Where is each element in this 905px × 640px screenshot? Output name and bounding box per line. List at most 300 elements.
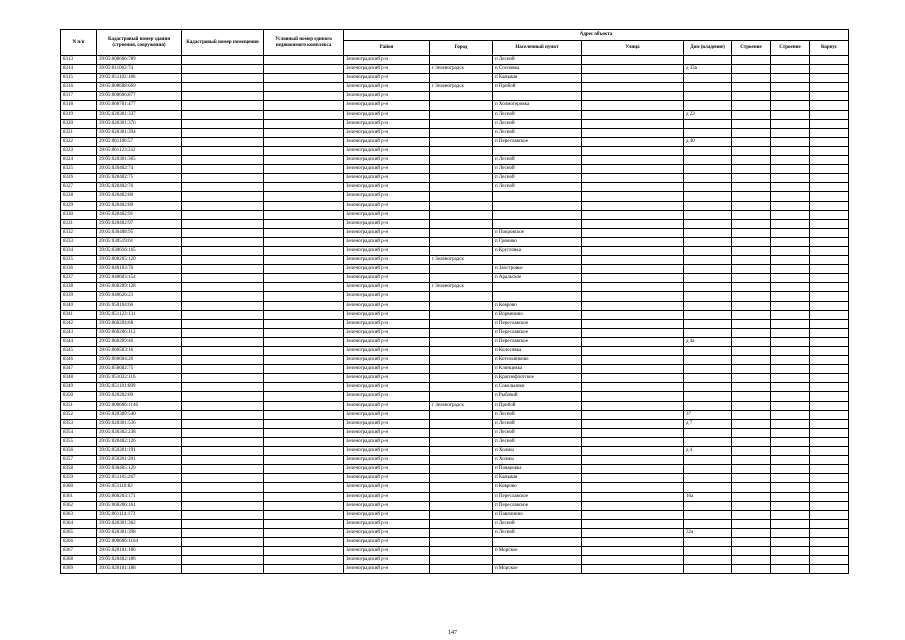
cell-block (810, 237, 849, 246)
cell-city (430, 483, 493, 492)
cell-building (732, 419, 771, 428)
cell-district: Зеленоградский р-н (344, 110, 430, 119)
cell-district: Зеленоградский р-н (344, 356, 430, 365)
cell-cond-number (264, 283, 344, 292)
cell-num: 8344 (61, 337, 97, 346)
cell-building (732, 56, 771, 65)
cell-building (732, 365, 771, 374)
cell-num: 8366 (61, 537, 97, 546)
cell-cad-building: 39:05:060204:68 (97, 319, 182, 328)
cell-city (430, 392, 493, 401)
cell-cad-room (182, 328, 264, 337)
cell-cond-number (264, 437, 344, 446)
cell-street (582, 165, 684, 174)
table-row (61, 156, 849, 165)
cell-cond-number (264, 365, 344, 374)
cell-settlement: п Павлинино (493, 510, 582, 519)
cell-street (582, 183, 684, 192)
cell-num: 8334 (61, 246, 97, 255)
table-row (61, 210, 849, 219)
cell-cad-room (182, 128, 264, 137)
cell-cad-building: 39:05:020301:536 (97, 419, 182, 428)
cell-building (732, 283, 771, 292)
cell-district: Зеленоградский р-н (344, 265, 430, 274)
cell-street (582, 201, 684, 210)
cell-street (582, 292, 684, 301)
cell-city (430, 319, 493, 328)
cell-city (430, 428, 493, 437)
cell-settlement: п Холмы (493, 456, 582, 465)
cell-cad-building: 39:05:020402:126 (97, 437, 182, 446)
cell-cond-number (264, 192, 344, 201)
cell-structure (771, 528, 810, 537)
cell-settlement: п Лесной (493, 128, 582, 137)
table-row (61, 174, 849, 183)
cell-num: 8357 (61, 456, 97, 465)
cell-house (684, 556, 732, 565)
cell-block (810, 246, 849, 255)
cell-district: Зеленоградский р-н (344, 383, 430, 392)
table-row (61, 483, 849, 492)
table-row (61, 356, 849, 365)
cell-cad-building: 39:05:051123:131 (97, 310, 182, 319)
cell-settlement: п Аральское (493, 274, 582, 283)
cell-city (430, 383, 493, 392)
cell-cond-number (264, 165, 344, 174)
cell-structure (771, 274, 810, 283)
cell-building (732, 401, 771, 410)
cell-house: д 7 (684, 419, 732, 428)
cell-block (810, 428, 849, 437)
cell-settlement: п Лесной (493, 428, 582, 437)
table-row (61, 128, 849, 137)
cell-district: Зеленоградский р-н (344, 510, 430, 519)
cell-cad-building: 39:05:030616:165 (97, 246, 182, 255)
cell-building (732, 528, 771, 537)
cell-cad-room (182, 201, 264, 210)
cell-cad-room (182, 447, 264, 456)
cell-cad-room (182, 110, 264, 119)
cell-street (582, 128, 684, 137)
cell-cond-number (264, 428, 344, 437)
cell-building (732, 510, 771, 519)
cell-house (684, 292, 732, 301)
cell-street (582, 356, 684, 365)
cell-num: 8368 (61, 556, 97, 565)
cell-cond-number (264, 483, 344, 492)
cell-settlement (493, 556, 582, 565)
cell-cond-number (264, 83, 344, 92)
cell-cad-room (182, 565, 264, 574)
cell-district: Зеленоградский р-н (344, 237, 430, 246)
cell-cad-building: 39:05:051110:82 (97, 483, 182, 492)
cell-num: 8356 (61, 447, 97, 456)
cell-district: Зеленоградский р-н (344, 501, 430, 510)
cell-cad-building: 39:05:011002:74 (97, 65, 182, 74)
cell-settlement: п Котельниково (493, 356, 582, 365)
cell-street (582, 347, 684, 356)
cell-cond-number (264, 265, 344, 274)
cell-street (582, 374, 684, 383)
cell-cad-room (182, 256, 264, 265)
cell-cad-room (182, 519, 264, 528)
cell-building (732, 428, 771, 437)
cell-cond-number (264, 465, 344, 474)
table-row (61, 374, 849, 383)
table-row (61, 74, 849, 83)
cell-settlement: п Коврово (493, 301, 582, 310)
cell-settlement: п Камыши (493, 474, 582, 483)
address-col-header: Населенный пункт (493, 41, 582, 56)
cell-house (684, 92, 732, 101)
cell-building (732, 137, 771, 146)
cell-house (684, 519, 732, 528)
cell-house (684, 392, 732, 401)
cell-house (684, 456, 732, 465)
table-row (61, 92, 849, 101)
cell-cad-room (182, 65, 264, 74)
cell-structure (771, 101, 810, 110)
table-row (61, 137, 849, 146)
cell-structure (771, 146, 810, 155)
cell-district: Зеленоградский р-н (344, 474, 430, 483)
cell-settlement: п Холмогоровка (493, 101, 582, 110)
cell-house (684, 183, 732, 192)
cell-cad-room (182, 56, 264, 65)
cell-num: 8354 (61, 428, 97, 437)
cell-building (732, 537, 771, 546)
cell-settlement: п Лесной (493, 437, 582, 446)
cell-cad-room (182, 356, 264, 365)
cell-cond-number (264, 310, 344, 319)
table-row (61, 65, 849, 74)
cell-house (684, 219, 732, 228)
cell-block (810, 228, 849, 237)
cell-num: 8326 (61, 174, 97, 183)
cell-street (582, 65, 684, 74)
cell-structure (771, 65, 810, 74)
cell-cond-number (264, 556, 344, 565)
cell-cond-number (264, 419, 344, 428)
cell-structure (771, 265, 810, 274)
cell-house (684, 74, 732, 83)
cell-city (430, 437, 493, 446)
cell-cad-building: 39:05:020402:97 (97, 219, 182, 228)
cell-street (582, 501, 684, 510)
cell-cond-number (264, 501, 344, 510)
cell-cad-building: 39:05:030405:129 (97, 465, 182, 474)
cell-settlement: п Клинцовка (493, 365, 582, 374)
cell-settlement (493, 201, 582, 210)
cell-building (732, 292, 771, 301)
cell-block (810, 337, 849, 346)
cell-num: 8322 (61, 137, 97, 146)
cell-house (684, 310, 732, 319)
cell-settlement: п Переславское (493, 137, 582, 146)
cell-block (810, 210, 849, 219)
cell-cad-room (182, 492, 264, 501)
cell-cond-number (264, 65, 344, 74)
cell-cond-number (264, 356, 344, 365)
cell-cad-building: 39:05:020402:80 (97, 192, 182, 201)
cell-cad-room (182, 483, 264, 492)
table-row (61, 347, 849, 356)
cell-cond-number (264, 392, 344, 401)
cell-cad-building: 39:05:050104:66 (97, 301, 182, 310)
cell-cond-number (264, 256, 344, 265)
cell-street (582, 365, 684, 374)
table-row (61, 228, 849, 237)
cell-cond-number (264, 119, 344, 128)
table-row (61, 292, 849, 301)
cell-house (684, 283, 732, 292)
cell-city (430, 510, 493, 519)
cell-cond-number (264, 492, 344, 501)
cell-street (582, 301, 684, 310)
table-row (61, 383, 849, 392)
cell-cad-building: 39:05:051102:186 (97, 74, 182, 83)
cell-num: 8338 (61, 283, 97, 292)
cell-cad-building: 39:05:050602:75 (97, 365, 182, 374)
cell-building (732, 301, 771, 310)
cell-settlement: п Сокольники (493, 383, 582, 392)
cell-cond-number (264, 292, 344, 301)
table-row (61, 465, 849, 474)
cell-num: 8337 (61, 274, 97, 283)
cell-structure (771, 219, 810, 228)
cell-num: 8362 (61, 501, 97, 510)
cell-block (810, 347, 849, 356)
cell-city (430, 528, 493, 537)
table-row (61, 392, 849, 401)
cell-block (810, 410, 849, 419)
cell-cad-room (182, 556, 264, 565)
table-row (61, 474, 849, 483)
cell-settlement (493, 537, 582, 546)
cell-structure (771, 74, 810, 83)
cell-house (684, 174, 732, 183)
cell-num: 8341 (61, 310, 97, 319)
cell-district: Зеленоградский р-н (344, 483, 430, 492)
cell-cad-building: 39:05:020301:398 (97, 528, 182, 537)
table-row (61, 219, 849, 228)
cell-cad-building: 39:05:020402:74 (97, 165, 182, 174)
cell-cad-building: 39:05:020101:188 (97, 565, 182, 574)
cell-num: 8314 (61, 65, 97, 74)
cell-cad-building: 39:05:050201:201 (97, 456, 182, 465)
cell-block (810, 201, 849, 210)
cell-building (732, 337, 771, 346)
cell-street (582, 110, 684, 119)
cell-cad-building: 39:05:051032:116 (97, 374, 182, 383)
cell-city: г Зеленоградск (430, 65, 493, 74)
cell-street (582, 456, 684, 465)
cell-structure (771, 319, 810, 328)
cell-city: г Зеленоградск (430, 256, 493, 265)
cell-district: Зеленоградский р-н (344, 528, 430, 537)
cell-cad-building: 39:05:051101:899 (97, 383, 182, 392)
cell-structure (771, 474, 810, 483)
cell-house (684, 537, 732, 546)
cell-house (684, 465, 732, 474)
cell-structure (771, 337, 810, 346)
cell-num: 8321 (61, 128, 97, 137)
cell-block (810, 537, 849, 546)
cell-settlement: п Переславское (493, 337, 582, 346)
cell-street (582, 228, 684, 237)
cell-cad-room (182, 401, 264, 410)
table-row (61, 119, 849, 128)
address-col-header: Район (344, 41, 430, 56)
cell-cond-number (264, 374, 344, 383)
cell-street (582, 401, 684, 410)
cell-city (430, 274, 493, 283)
cell-building (732, 447, 771, 456)
cell-street (582, 528, 684, 537)
cell-street (582, 474, 684, 483)
cell-settlement: п Колосовка (493, 347, 582, 356)
cell-street (582, 392, 684, 401)
cell-cad-room (182, 119, 264, 128)
cell-district: Зеленоградский р-н (344, 283, 430, 292)
cell-street (582, 265, 684, 274)
cell-house (684, 374, 732, 383)
cell-cond-number (264, 474, 344, 483)
cell-structure (771, 283, 810, 292)
cell-city (430, 174, 493, 183)
cell-street (582, 174, 684, 183)
cell-settlement: п Лесной (493, 519, 582, 528)
cell-district: Зеленоградский р-н (344, 128, 430, 137)
cell-district: Зеленоградский р-н (344, 410, 430, 419)
cell-cad-room (182, 174, 264, 183)
cell-block (810, 156, 849, 165)
cell-house (684, 483, 732, 492)
cell-block (810, 265, 849, 274)
table-row (61, 301, 849, 310)
cell-district: Зеленоградский р-н (344, 219, 430, 228)
cell-settlement: п Морское (493, 547, 582, 556)
cell-city (430, 365, 493, 374)
cell-city (430, 410, 493, 419)
table-row (61, 192, 849, 201)
cell-num: 8335 (61, 256, 97, 265)
cell-building (732, 210, 771, 219)
cell-block (810, 92, 849, 101)
cell-cad-room (182, 210, 264, 219)
cell-cad-room (182, 465, 264, 474)
cell-city (430, 310, 493, 319)
cell-cond-number (264, 337, 344, 346)
cell-cad-room (182, 347, 264, 356)
cell-structure (771, 401, 810, 410)
cell-house (684, 165, 732, 174)
cell-district: Зеленоградский р-н (344, 337, 430, 346)
cell-building (732, 483, 771, 492)
cell-building (732, 356, 771, 365)
cell-block (810, 528, 849, 537)
cell-num: 8339 (61, 292, 97, 301)
cell-cad-building: 39:05:020402:75 (97, 174, 182, 183)
col-num-header: N п/п (61, 30, 97, 56)
cell-house (684, 383, 732, 392)
cell-cad-building: 39:05:020402:91 (97, 210, 182, 219)
cell-city (430, 219, 493, 228)
cell-structure (771, 492, 810, 501)
cell-cad-building: 39:05:060203:171 (97, 492, 182, 501)
cell-block (810, 283, 849, 292)
address-group-header: Адрес объекта (344, 30, 849, 41)
cell-cond-number (264, 219, 344, 228)
cell-num: 8319 (61, 110, 97, 119)
cell-cond-number (264, 183, 344, 192)
cell-cad-building: 39:05:060604:20 (97, 356, 182, 365)
cell-city (430, 374, 493, 383)
cell-building (732, 474, 771, 483)
cell-structure (771, 556, 810, 565)
cell-house (684, 192, 732, 201)
cell-district: Зеленоградский р-н (344, 192, 430, 201)
cell-structure (771, 510, 810, 519)
col-cad-building-header: Кадастровый номер здания (строения, сооружения) (97, 30, 182, 56)
cell-structure (771, 237, 810, 246)
cell-cond-number (264, 301, 344, 310)
table-row (61, 101, 849, 110)
cell-block (810, 547, 849, 556)
cell-district: Зеленоградский р-н (344, 428, 430, 437)
cell-settlement: п Камыши (493, 74, 582, 83)
cell-settlement: п Ворвинино (493, 310, 582, 319)
cell-house (684, 128, 732, 137)
cell-house (684, 474, 732, 483)
cell-structure (771, 410, 810, 419)
cell-block (810, 119, 849, 128)
cell-structure (771, 137, 810, 146)
cell-num: 8358 (61, 465, 97, 474)
cell-block (810, 392, 849, 401)
cell-cond-number (264, 410, 344, 419)
cell-house: д 33а (684, 65, 732, 74)
cell-district: Зеленоградский р-н (344, 83, 430, 92)
table-row (61, 456, 849, 465)
cell-cad-building: 39:05:020301:376 (97, 119, 182, 128)
cell-building (732, 219, 771, 228)
cell-city (430, 447, 493, 456)
cell-cond-number (264, 156, 344, 165)
cell-cad-room (182, 183, 264, 192)
cell-block (810, 447, 849, 456)
cell-city (430, 165, 493, 174)
cell-city (430, 192, 493, 201)
cell-district: Зеленоградский р-н (344, 465, 430, 474)
cell-block (810, 146, 849, 155)
cell-cond-number (264, 401, 344, 410)
cell-cad-room (182, 156, 264, 165)
cell-street (582, 319, 684, 328)
cell-block (810, 510, 849, 519)
cell-house (684, 265, 732, 274)
cell-settlement: п Переславское (493, 501, 582, 510)
table-row (61, 519, 849, 528)
cell-district: Зеленоградский р-н (344, 519, 430, 528)
cell-structure (771, 110, 810, 119)
cell-cond-number (264, 237, 344, 246)
col-cond-number-header: Условный номер единого недвижимого комплекса (264, 30, 344, 56)
cell-cond-number (264, 137, 344, 146)
cell-num: 8342 (61, 319, 97, 328)
cell-street (582, 428, 684, 437)
cell-house: д 40 (684, 137, 732, 146)
